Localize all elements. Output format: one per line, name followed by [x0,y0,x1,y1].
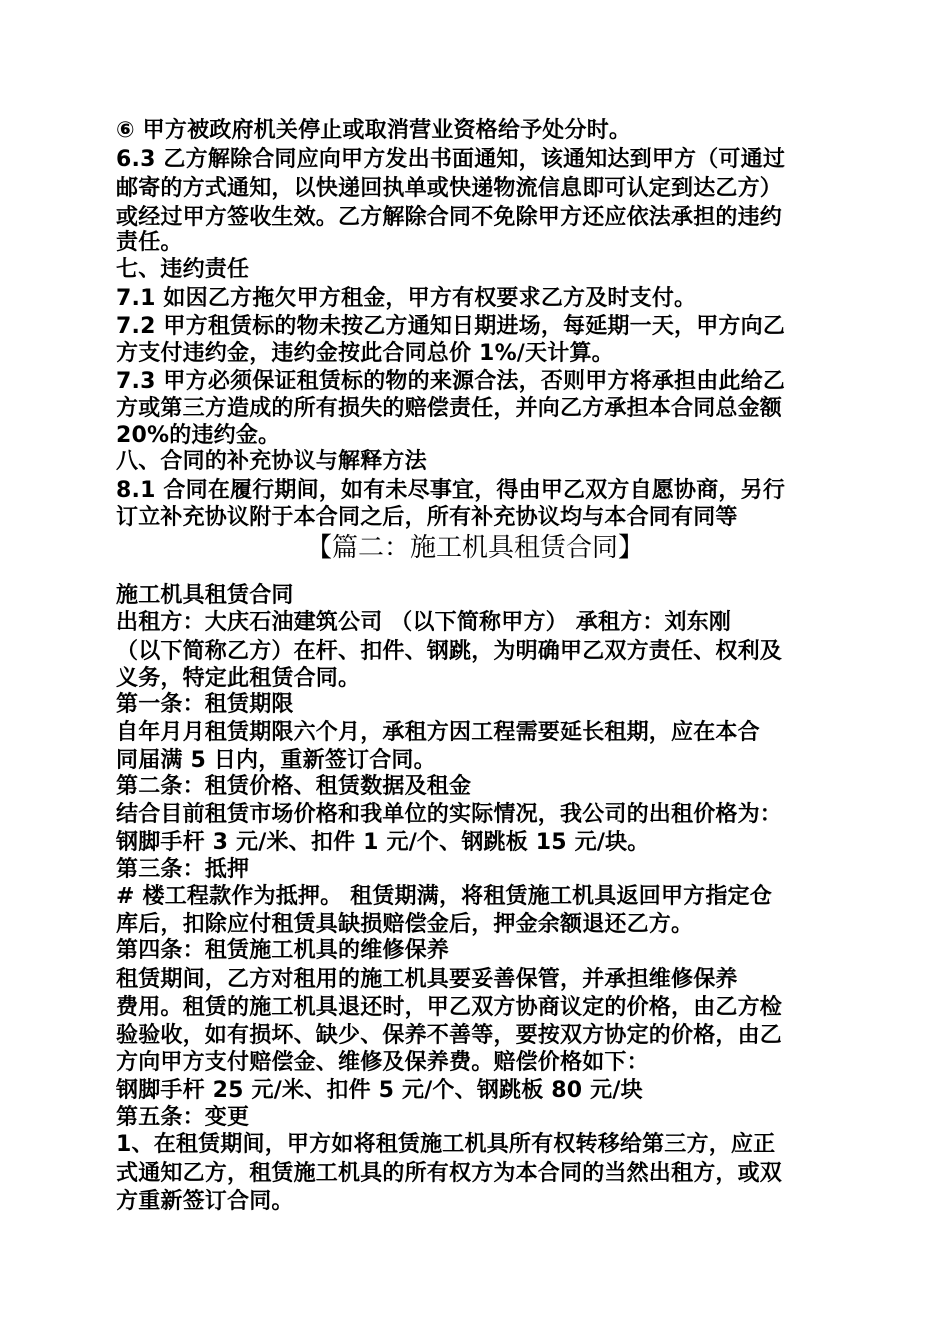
text-line: 钢脚手杆 25 元/米、扣件 5 元/个、钢跳板 80 元/块 [116,1078,643,1103]
clause-heading: 第四条：租赁施工机具的维修保养 [116,938,450,963]
text-line: 库后，扣除应付租赁具缺损赔偿金后，押金余额退还乙方。 [116,912,694,937]
text-line: 7.3 甲方必须保证租赁标的物的来源合法，否则甲方将承担由此给乙 [116,369,786,394]
text-line: 同届满 5 日内，重新签订合同。 [116,748,436,773]
text-line: 自年月月租赁期限六个月，承租方因工程需要延长租期，应在本合 [116,720,760,745]
text-line: 订立补充协议附于本合同之后，所有补充协议均与本合同有同等 [116,505,738,530]
text-line: 租赁期间，乙方对租用的施工机具要妥善保管，并承担维修保养 [116,967,738,992]
clause-heading: 第三条：抵押 [116,857,250,882]
text-line: 费用。租赁的施工机具退还时，甲乙双方协商议定的价格，由乙方检 [116,995,783,1020]
text-line: 方或第三方造成的所有损失的赔偿责任，并向乙方承担本合同总金额 [116,396,783,421]
text-line: 结合目前租赁市场价格和我单位的实际情况，我公司的出租价格为： [116,802,783,827]
text-line: 或经过甲方签收生效。乙方解除合同不免除甲方还应依法承担的违约 [116,205,783,230]
text-line: （以下简称乙方）在杆、扣件、钢跳，为明确甲乙双方责任、权利及 [116,639,783,664]
clause-heading: 第二条：租赁价格、租赁数据及租金 [116,774,472,799]
text-line: 责任。 [116,230,183,255]
text-line: 6.3 乙方解除合同应向甲方发出书面通知，该通知达到甲方（可通过 [116,147,786,172]
text-line: 方向甲方支付赔偿金、维修及保养费。赔偿价格如下： [116,1050,649,1075]
text-line: 7.1 如因乙方拖欠甲方租金，甲方有权要求乙方及时支付。 [116,286,697,311]
text-line: 验验收，如有损坏、缺少、保养不善等，要按双方协定的价格，由乙 [116,1023,783,1048]
text-line: 20%的违约金。 [116,423,281,448]
clause-heading: 第一条：租赁期限 [116,692,294,717]
text-line: 邮寄的方式通知，以快递回执单或快递物流信息即可认定到达乙方） [116,176,783,201]
section-title: 【篇二：施工机具租赁合同】 [305,533,644,563]
section-heading: 八、合同的补充协议与解释方法 [116,449,427,474]
text-line: 钢脚手杆 3 元/米、扣件 1 元/个、钢跳板 15 元/块。 [116,830,650,855]
contract-title: 施工机具租赁合同 [116,583,294,608]
text-line: 8.1 合同在履行期间，如有未尽事宜，得由甲乙双方自愿协商，另行 [116,478,786,503]
text-line: 方重新签订合同。 [116,1189,294,1214]
text-line: # 楼工程款作为抵押。 租赁期满，将租赁施工机具返回甲方指定仓 [116,884,772,909]
text-line: 1、在租赁期间，甲方如将租赁施工机具所有权转移给第三方，应正 [116,1132,776,1157]
text-line: ⑥ 甲方被政府机关停止或取消营业资格给予处分时。 [116,118,632,143]
text-line: 方支付违约金，违约金按此合同总价 1%/天计算。 [116,341,614,366]
text-line: 7.2 甲方租赁标的物未按乙方通知日期进场，每延期一天，甲方向乙 [116,314,786,339]
text-line: 义务，特定此租赁合同。 [116,666,361,691]
clause-heading: 第五条：变更 [116,1105,250,1130]
text-line: 出租方：大庆石油建筑公司 （以下简称甲方） 承租方：刘东刚 [116,610,732,635]
text-line: 式通知乙方，租赁施工机具的所有权方为本合同的当然出租方，或双 [116,1161,783,1186]
section-heading: 七、违约责任 [116,257,250,282]
